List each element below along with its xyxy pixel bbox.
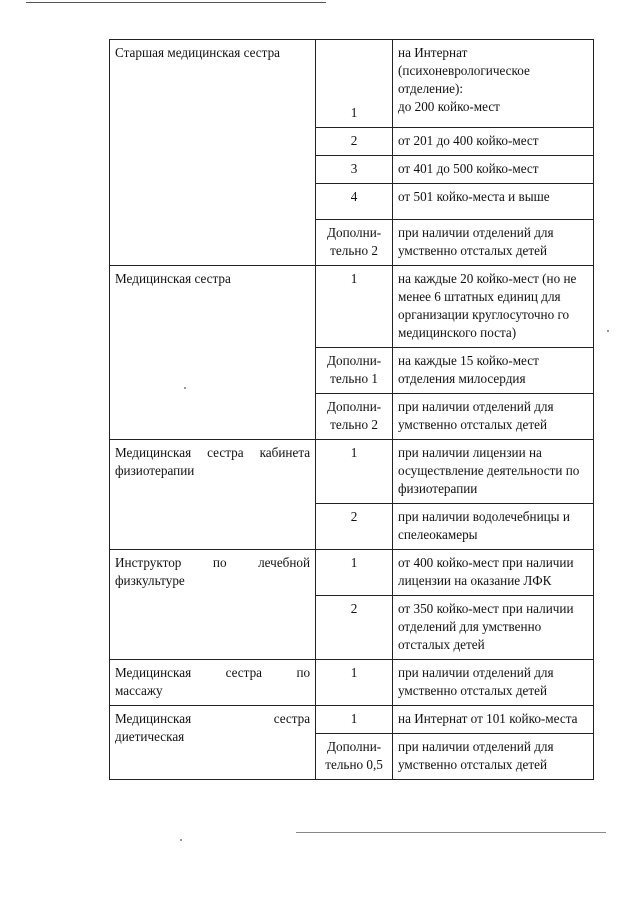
position-cell bbox=[110, 440, 316, 550]
note-cell: от 201 до 400 койко-мест bbox=[393, 128, 594, 156]
word: Медицинская bbox=[115, 665, 192, 680]
note-cell: на каждые 15 койко-мест отделения милосердия bbox=[393, 348, 594, 394]
note-cell: при наличии отделений для умственно отсталых детей bbox=[393, 734, 594, 780]
word: Инструктор bbox=[115, 555, 182, 570]
word: по bbox=[296, 665, 311, 680]
count-cell: 1 bbox=[316, 706, 393, 734]
word: лечебной bbox=[258, 555, 311, 570]
position-line: физиотерапии bbox=[115, 463, 195, 478]
table-row bbox=[110, 440, 594, 504]
word: сестра bbox=[207, 445, 244, 460]
word: кабинета bbox=[259, 445, 311, 460]
table-row bbox=[110, 40, 594, 128]
position-cell: Медицинская сестра bbox=[110, 266, 316, 440]
staffing-table bbox=[109, 39, 594, 780]
word: сестра bbox=[225, 665, 263, 680]
note-cell: от 350 койко-мест при наличии отделений для умственно отсталых детей bbox=[393, 596, 594, 660]
count-cell: 1 bbox=[316, 40, 393, 128]
position-cell: Старшая медицинская сестра bbox=[110, 40, 316, 266]
note-cell: при наличии лицензии на осуществление деятельности по физиотерапии bbox=[393, 440, 594, 504]
position-line bbox=[115, 554, 310, 572]
count-cell: Дополни- тельно 0,5 bbox=[316, 734, 393, 780]
position-cell bbox=[110, 550, 316, 660]
note-cell: при наличии водолечебницы и спелеокамеры bbox=[393, 504, 594, 550]
note-cell: на Интернат от 101 койко-места bbox=[393, 706, 594, 734]
table-row bbox=[110, 266, 594, 348]
count-cell: 1 bbox=[316, 550, 393, 596]
bottom-rule bbox=[296, 832, 606, 833]
position-line: физкультуре bbox=[115, 573, 185, 588]
count-cell: Дополни- тельно 2 bbox=[316, 394, 393, 440]
count-cell: 3 bbox=[316, 156, 393, 184]
position-line bbox=[115, 710, 310, 728]
count-cell: 4 bbox=[316, 184, 393, 220]
count-cell: 2 bbox=[316, 504, 393, 550]
position-line bbox=[115, 444, 310, 462]
count-cell: 2 bbox=[316, 128, 393, 156]
count-cell: 1 bbox=[316, 266, 393, 348]
note-cell: от 401 до 500 койко-мест bbox=[393, 156, 594, 184]
position-cell bbox=[110, 660, 316, 706]
scan-speck bbox=[607, 330, 609, 332]
word: сестра bbox=[273, 711, 311, 726]
note-cell: на каждые 20 койко-мест (но не менее 6 штатных единиц для организации круглосуточно го медицинского поста) bbox=[393, 266, 594, 348]
count-cell: 1 bbox=[316, 660, 393, 706]
word: Медицинская bbox=[115, 445, 192, 460]
position-cell bbox=[110, 706, 316, 780]
scan-speck bbox=[184, 387, 186, 389]
note-cell: при наличии отделений для умственно отсталых детей bbox=[393, 660, 594, 706]
position-line: массажу bbox=[115, 683, 163, 698]
count-cell: Дополни- тельно 1 bbox=[316, 348, 393, 394]
count-cell: 1 bbox=[316, 440, 393, 504]
note-cell: на Интернат (психоневрологическое отделение): до 200 койко-мест bbox=[393, 40, 594, 128]
note-cell: от 501 койко-места и выше bbox=[393, 184, 594, 220]
scan-speck bbox=[180, 839, 182, 841]
table-row bbox=[110, 550, 594, 596]
position-line: диетическая bbox=[115, 729, 185, 744]
word: по bbox=[212, 555, 227, 570]
top-rule bbox=[26, 2, 326, 3]
note-cell: при наличии отделений для умственно отсталых детей bbox=[393, 220, 594, 266]
position-line bbox=[115, 664, 310, 682]
table-row bbox=[110, 660, 594, 706]
word: Медицинская bbox=[115, 711, 192, 726]
count-cell: Дополни- тельно 2 bbox=[316, 220, 393, 266]
note-cell: при наличии отделений для умственно отсталых детей bbox=[393, 394, 594, 440]
count-cell: 2 bbox=[316, 596, 393, 660]
table-row bbox=[110, 706, 594, 734]
note-cell: от 400 койко-мест при наличии лицензии на оказание ЛФК bbox=[393, 550, 594, 596]
